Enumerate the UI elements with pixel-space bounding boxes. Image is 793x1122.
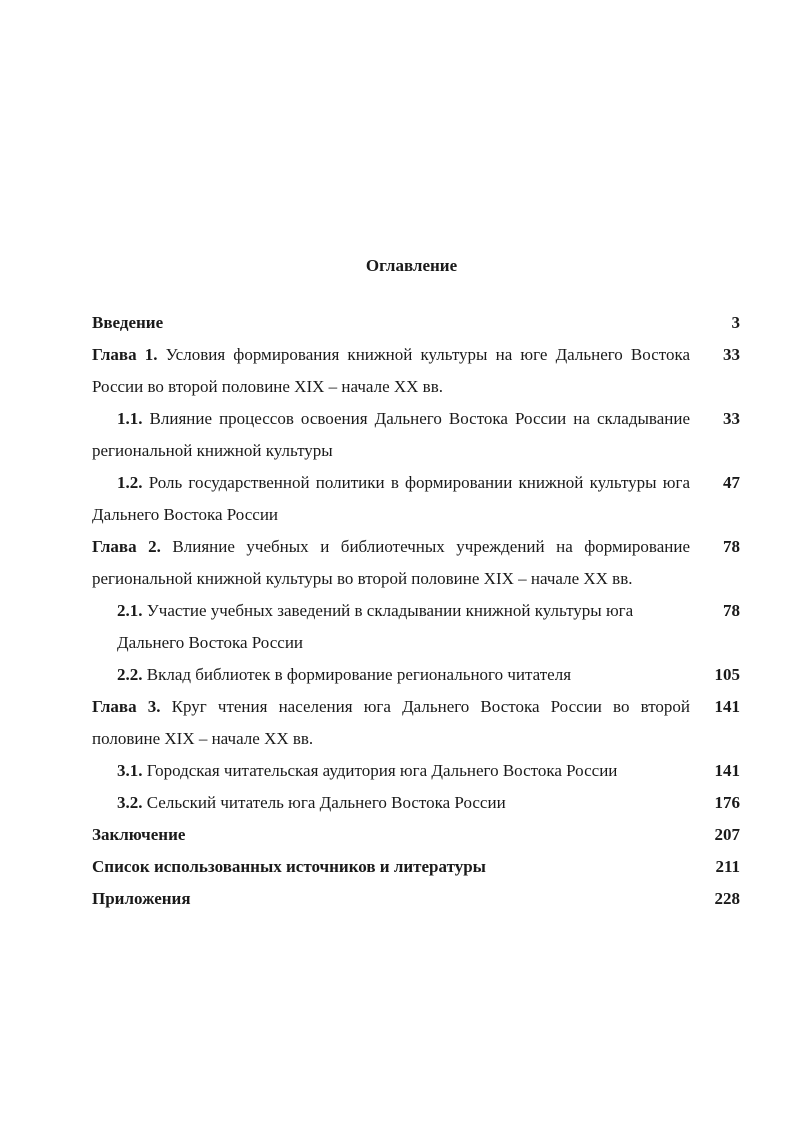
toc-entry-page: 211: [715, 857, 740, 876]
toc-entry-page: 78: [723, 537, 740, 556]
toc-entry-conclusion: [92, 819, 740, 851]
toc-entry-page: 141: [714, 761, 740, 780]
toc-entry-text: [92, 691, 690, 755]
toc-entry-number: Глава 1.: [92, 345, 158, 364]
toc-entry-text: [92, 531, 690, 595]
toc-entry-text: [92, 339, 690, 403]
toc-entry-text: [92, 403, 690, 467]
toc-entry-page: 141: [714, 697, 740, 716]
toc-entry-title: Влияние процессов освоения Дальнего Востока России на складывание региональной книжной культуры: [92, 409, 690, 460]
toc-entry-page: 3: [731, 313, 740, 332]
toc-entry-number: 3.2.: [117, 793, 143, 812]
toc-entry-page: 78: [723, 601, 740, 620]
toc-entry-title: Городская читательская аудитория юга Дальнего Востока России: [142, 761, 618, 780]
toc-entry-page: 207: [714, 825, 740, 844]
toc-entry-section-1-2: [92, 467, 740, 531]
toc-entry-page: 33: [723, 409, 740, 428]
toc-entry-chapter-2: [92, 531, 740, 595]
toc-entry-section-2-1: [92, 595, 740, 659]
toc-entry-text: Введение: [92, 313, 164, 332]
toc-entry-text: [92, 755, 690, 787]
toc-entry-title: Условия формирования книжной культуры на юге Дальнего Востока России во второй половине XIX – начале XX вв.: [92, 345, 690, 396]
toc-entry-page: 228: [714, 889, 740, 908]
toc-entry-page: 176: [714, 793, 740, 812]
toc-entry-bibliography: [92, 851, 740, 883]
toc-entry-text: Заключение: [92, 825, 186, 844]
toc-entry-number: 2.1.: [117, 601, 143, 620]
toc-entry-number: 3.1.: [117, 761, 143, 780]
toc-entry-chapter-3: [92, 691, 740, 755]
toc-entry-appendices: [92, 883, 740, 915]
toc-entry-page: 47: [723, 473, 740, 492]
toc-entry-section-3-1: [92, 755, 740, 787]
toc-entry-text: [92, 659, 690, 691]
toc-entry-title: Круг чтения населения юга Дальнего Востока России во второй половине XIX – начале XX вв.: [92, 697, 690, 748]
toc-entry-page: 105: [714, 665, 740, 684]
toc-entry-section-2-2: [92, 659, 740, 691]
toc-entry-text: [92, 467, 690, 531]
toc-entry-text: [92, 595, 690, 659]
toc-entry-number: 1.1.: [117, 409, 143, 428]
toc-entry-page: 33: [723, 345, 740, 364]
toc-entry-text: [92, 787, 690, 819]
toc-entry-chapter-1: [92, 339, 740, 403]
toc-entry-title: Участие учебных заведений в складывании книжной культуры юга Дальнего Востока России: [117, 601, 634, 652]
toc-entry-section-1-1: [92, 403, 740, 467]
toc-entry-title: Сельский читатель юга Дальнего Востока России: [142, 793, 506, 812]
page-title: Оглавление: [365, 256, 458, 275]
toc-entry-introduction: [92, 307, 740, 339]
toc-entry-title: Влияние учебных и библиотечных учреждений на формирование региональной книжной культуры во второй половине XIX – начале XX вв.: [92, 537, 690, 588]
toc-entry-text: Список использованных источников и литературы: [92, 857, 486, 876]
toc-entry-number: Глава 2.: [92, 537, 161, 556]
toc-entry-number: 1.2.: [117, 473, 143, 492]
toc-entry-text: Приложения: [92, 889, 191, 908]
table-of-contents: [92, 307, 740, 915]
toc-entry-number: Глава 3.: [92, 697, 161, 716]
toc-entry-title: Роль государственной политики в формировании книжной культуры юга Дальнего Востока России: [92, 473, 690, 524]
toc-entry-section-3-2: [92, 787, 740, 819]
toc-entry-number: 2.2.: [117, 665, 143, 684]
toc-entry-title: Вклад библиотек в формирование регионального читателя: [142, 665, 572, 684]
